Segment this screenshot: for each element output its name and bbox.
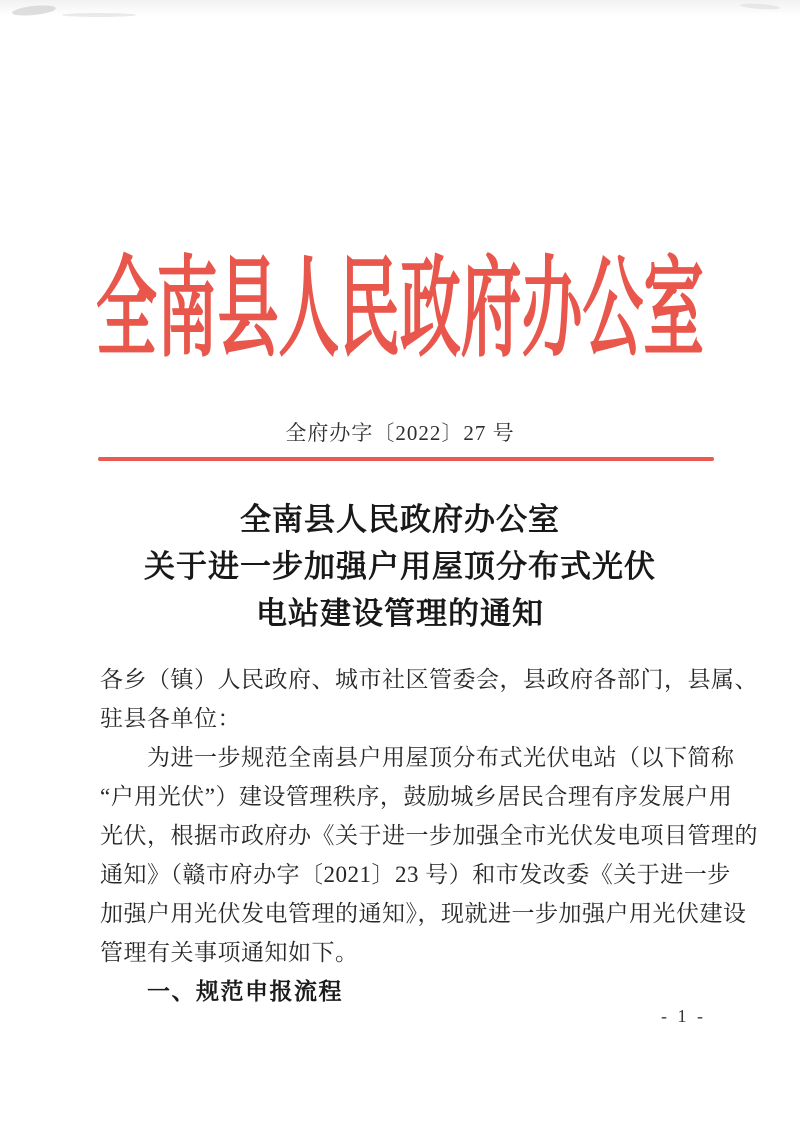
masthead-title: 全南县人民政府办公室 (96, 249, 704, 370)
body-line: 加强户用光伏发电管理的通知》，现就进一步加强户用光伏建设 (100, 901, 747, 926)
body-line: 为进一步规范全南县户用屋顶分布式光伏电站（以下简称 (147, 745, 735, 770)
page-number: - 1 - (661, 1006, 706, 1026)
document-number: 全府办字〔2022〕27 号 (285, 421, 515, 445)
body-line: 驻县各单位： (100, 706, 241, 731)
title-line: 全南县人民政府办公室 (240, 502, 560, 537)
body-line: 管理有关事项通知如下。 (100, 940, 359, 965)
body-line: 光伏，根据市政府办《关于进一步加强全市光伏发电项目管理的 (100, 823, 758, 848)
title-line: 关于进一步加强户用屋顶分布式光伏 (144, 549, 656, 584)
section-heading: 一、规范申报流程 (147, 978, 343, 1004)
body-line: 各乡（镇）人民政府、城市社区管委会，县政府各部门，县属、 (100, 667, 758, 692)
scan-smudge (62, 13, 136, 17)
body-line: “户用光伏”）建设管理秩序，鼓励城乡居民合理有序发展户用 (100, 784, 733, 809)
body-line: 通知》（赣市府办字〔2021〕23 号）和市发改委《关于进一步 (100, 862, 731, 887)
title-line: 电站建设管理的通知 (256, 596, 544, 631)
document-title (0, 496, 800, 637)
body-text (100, 660, 758, 1011)
red-divider-line (98, 457, 714, 461)
